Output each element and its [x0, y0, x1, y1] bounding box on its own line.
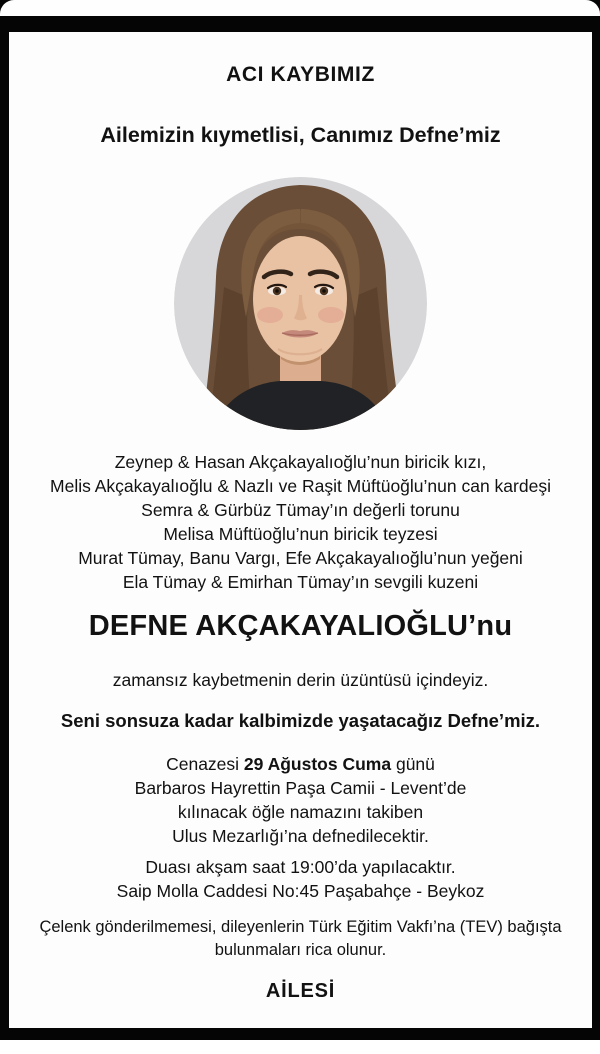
funeral-date: 29 Ağustos Cuma — [243, 754, 392, 774]
card-rounded-top — [0, 0, 600, 16]
donation-line: Çelenk gönderilmemesi, dileyenlerin Türk Eğitim Vakfı’na (TEV) bağışta — [39, 918, 562, 936]
family-line: Melis Akçakayalıoğlu & Nazlı ve Raşit Müftüoğlu’nun can kardeşi — [50, 476, 551, 496]
family-signature: AİLESİ — [265, 980, 336, 1002]
family-line: Zeynep & Hasan Akçakayalıoğlu’nun biricik kızı, — [114, 452, 487, 472]
donation-line: bulunmaları rica olunur. — [214, 941, 387, 959]
notice-title: ACI KAYBIMIZ — [226, 63, 375, 86]
family-line: Semra & Gürbüz Tümay’ın değerli torunu — [141, 500, 460, 520]
family-line: Ela Tümay & Emirhan Tümay’ın sevgili kuzeni — [122, 572, 479, 592]
obituary-content — [9, 62, 592, 1004]
donation-request — [9, 916, 592, 962]
funeral-cemetery-line: Ulus Mezarlığı’na defnedilecektir. — [172, 826, 429, 846]
funeral-details — [9, 752, 592, 848]
prayer-time-line: Duası akşam saat 19:00’da yapılacaktır. — [145, 857, 456, 877]
tribute-line: Seni sonsuza kadar kalbimizde yaşatacağız Defne’miz. — [60, 710, 541, 731]
portrait-illustration — [174, 177, 427, 430]
funeral-date-line — [9, 752, 592, 776]
funeral-prayer-line: kılınacak öğle namazını takiben — [177, 802, 424, 822]
portrait-photo — [174, 177, 427, 430]
deceased-name: DEFNE AKÇAKAYALIOĞLU’nu — [88, 610, 513, 642]
family-line: Melisa Müftüoğlu’nun biricik teyzesi — [163, 524, 438, 544]
family-line: Murat Tümay, Banu Vargı, Efe Akçakayalıoğlu’nun yeğeni — [78, 548, 523, 568]
prayer-details — [9, 855, 592, 903]
prayer-address-line: Saip Molla Caddesi No:45 Paşabahçe - Beykoz — [116, 881, 485, 901]
funeral-mosque-line: Barbaros Hayrettin Paşa Camii - Levent’de — [134, 778, 467, 798]
obituary-frame — [0, 16, 600, 1040]
family-relations — [9, 450, 592, 594]
funeral-date-suffix: günü — [391, 754, 435, 774]
funeral-date-prefix: Cenazesi — [166, 754, 244, 774]
sorrow-line: zamansız kaybetmenin derin üzüntüsü içindeyiz. — [112, 670, 489, 690]
notice-subtitle: Ailemizin kıymetlisi, Canımız Defne’miz — [100, 123, 501, 147]
